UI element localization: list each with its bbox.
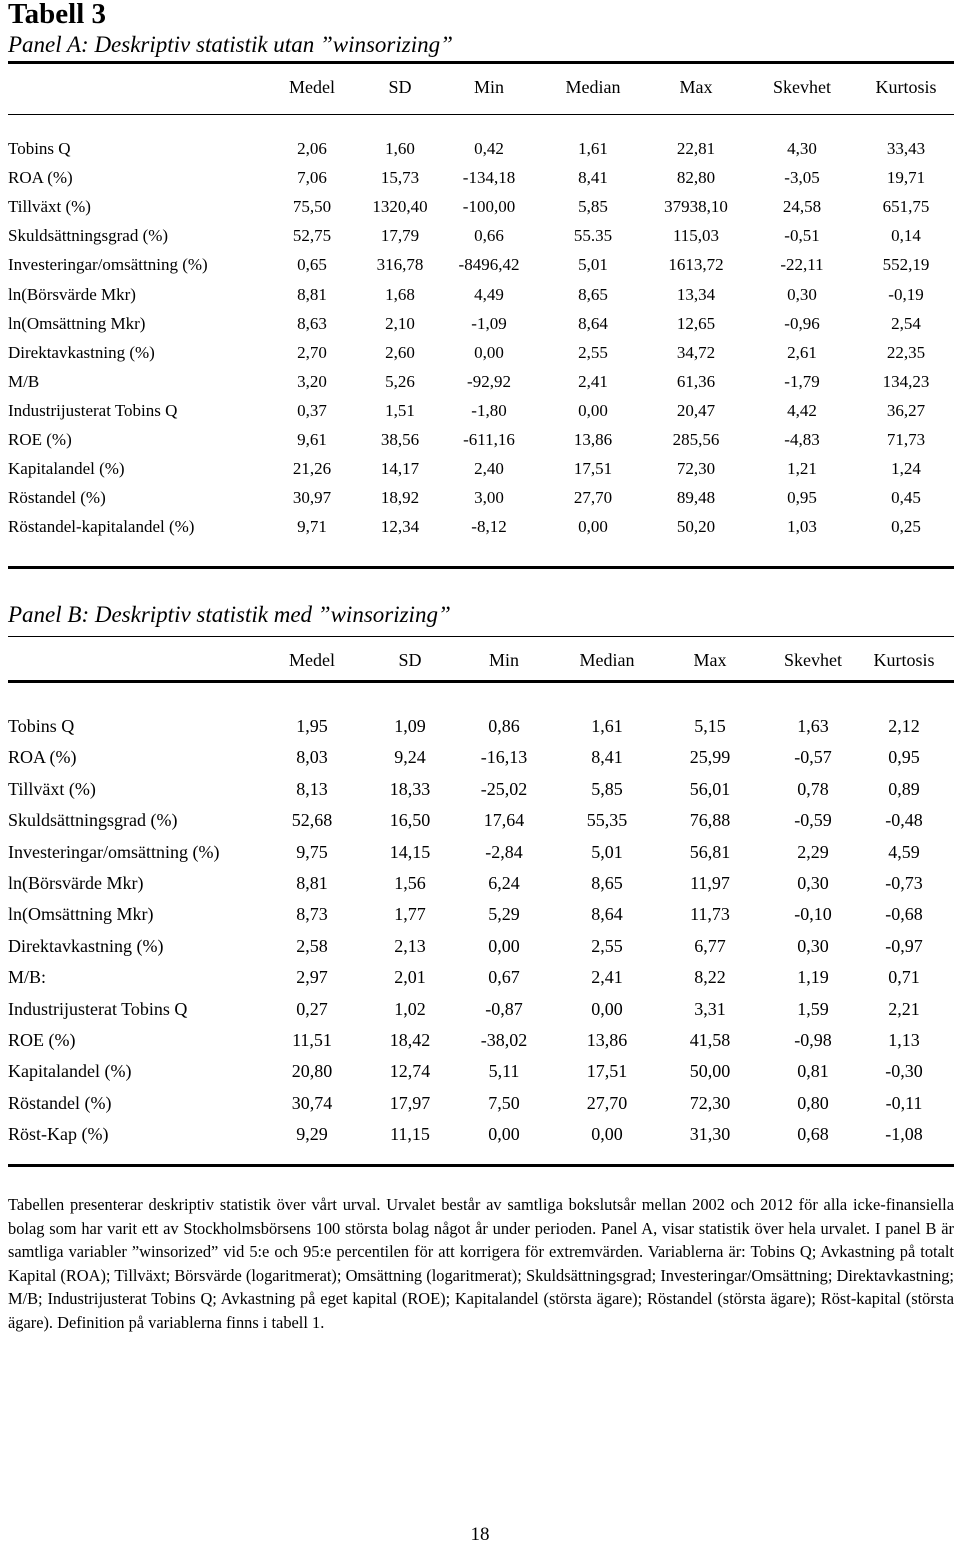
table-cell: 5,15 [694,716,726,736]
row-label: Skuldsättningsgrad (%) [8,226,169,246]
table-cell: 0,14 [891,226,921,246]
table-cell: -22,11 [780,255,824,275]
table-cell: 56,81 [689,841,731,862]
column-header: SD [398,650,422,670]
table-cell: 4,30 [787,139,817,158]
table-cell: 0,89 [888,778,920,799]
table-row [0,964,960,990]
table-cell: 3,20 [297,371,327,391]
table-cell: 1,19 [797,967,829,988]
table-row [0,1090,960,1116]
table-cell: 11,73 [690,904,730,925]
table-cell: 0,00 [488,1124,520,1145]
table-cell: 76,88 [689,810,731,831]
table-cell: 1,02 [394,998,426,1019]
table-row [0,839,960,865]
table-cell: 13,86 [586,1030,628,1050]
table-cell: 0,00 [578,400,608,420]
table-cell: 552,19 [882,255,930,275]
table-cell: 22,81 [676,139,716,158]
table-cell: 1,59 [797,998,829,1019]
table-cell: 8,63 [297,313,327,333]
table-cell: 2,21 [888,998,920,1019]
table-cell: -1,79 [784,371,820,391]
row-label: ROE (%) [8,430,72,449]
row-label: Investeringar/omsättning (%) [8,255,208,275]
table-cell: 8,73 [296,904,328,925]
column-header: Median [565,77,621,97]
table-cell: 52,68 [291,810,333,831]
table-cell: 0,66 [474,226,504,246]
table-cell: 2,41 [591,967,623,988]
table-cell: -0,57 [794,747,832,768]
table-cell: 5,29 [488,904,520,925]
table-cell: -100,00 [462,197,516,217]
table-cell: -8496,42 [458,255,520,275]
table-cell: -1,08 [885,1124,923,1145]
table-cell: 115,03 [672,226,720,246]
table-cell: 27,70 [573,488,613,508]
table-cell: 2,01 [394,967,426,988]
table-cell: 17,51 [586,1061,628,1082]
table-row [0,744,960,770]
table-cell: 56,01 [689,778,731,799]
table-cell: -0,51 [784,226,820,246]
table-cell: -2,84 [485,841,523,862]
table-cell: 82,80 [676,168,716,188]
table-cell: -3,05 [784,168,820,188]
table-cell: 6,77 [694,935,726,956]
row-label: M/B: [8,967,47,988]
table-footnote: Tabellen presenterar deskriptiv statistik över vårt urval. Urvalet består av samtliga bokslutsår mellan 2002 och 2012 för alla icke-finansiella bolag som har varit ett av Stockholmsbörsens 100 största bolag något år under perioden. Panel A, visar statistik över hela urvalet. I panel B är samtliga variabler ”winsorized” vid 5:e och 95:e percentilen för att korrigera för extremvärden. Variablerna är: Tobins Q; Avkastning på totalt Kapital (ROA); Tillväxt; Börsvärde (logaritmerat); Omsättning (logaritmerat); Skuldsättningsgrad; Investeringar/Omsättning; Direktavkastning; M/B; Industrijusterat Tobins Q; Avkastning på eget kapital (ROE); Kapitalandel (största ägare); Röstandel (största ägare); Röst-kapital (största ägare). Definition på variablerna finns i tabell 1. [8,1195,954,1332]
table-cell: 8,81 [296,873,328,893]
row-label: Tillväxt (%) [8,197,91,217]
table-cell: 0,78 [797,778,829,799]
table-cell: 2,41 [578,371,608,391]
table-cell: 2,60 [385,342,415,362]
table-row [0,776,960,802]
row-label: Tillväxt (%) [8,778,96,799]
table-cell: 30,74 [291,1092,333,1113]
row-label: Kapitalandel (%) [8,459,125,479]
table-cell: 0,30 [797,873,829,893]
table-cell: 8,41 [591,747,623,768]
table-cell: 5,85 [591,778,623,799]
table-cell: -92,92 [467,371,511,391]
column-header: Min [488,650,519,670]
table-cell: 31,30 [689,1124,731,1145]
table-cell: 1613,72 [668,255,724,275]
row-label: ln(Börsvärde Mkr) [8,284,136,304]
table-cell: 7,50 [488,1092,520,1113]
column-header: Max [693,650,727,670]
row-label: ln(Omsättning Mkr) [8,904,154,925]
table-cell: -0,30 [885,1061,923,1082]
table-cell: 2,40 [474,459,504,479]
column-header: Median [579,650,635,670]
table-cell: 0,42 [474,139,504,158]
table-row [0,1027,960,1053]
table-cell: 15,73 [380,168,420,188]
table-cell: 2,61 [787,342,817,362]
table-cell: -0,19 [888,284,924,304]
table-cell: -0,48 [885,810,923,831]
table-cell: 1,09 [394,716,426,736]
table-cell: -1,80 [471,400,507,420]
table-cell: 2,12 [888,716,920,736]
table-cell: -0,97 [885,935,923,956]
table-cell: 0,95 [787,488,817,508]
table-cell: 89,48 [676,488,716,508]
table-cell: 30,97 [292,488,332,508]
table-cell: 0,25 [891,517,921,537]
row-label: ln(Omsättning Mkr) [8,313,146,333]
table-cell: 0,00 [591,998,623,1019]
table-row [0,996,960,1022]
table-cell: 0,30 [787,284,817,304]
table-cell: 34,72 [676,342,716,362]
table-cell: 5,11 [488,1061,520,1082]
table-cell: 1,56 [394,873,426,893]
table-cell: 4,59 [888,841,920,862]
row-label: ROA (%) [8,168,73,188]
table-cell: 1,51 [385,400,415,420]
table-cell: 1,63 [797,716,829,736]
table-cell: 0,68 [797,1124,829,1145]
table-cell: 8,64 [591,904,623,925]
table-cell: -38,02 [480,1030,528,1050]
column-header: SD [388,77,412,97]
table-cell: 8,22 [694,967,726,988]
table-cell: 0,00 [591,1124,623,1145]
table-cell: 6,24 [488,873,520,893]
table-cell: 0,00 [474,342,504,362]
table-cell: 0,86 [488,716,520,736]
table-cell: 55,35 [586,810,628,831]
column-header: Kurtosis [875,77,937,97]
table-cell: 18,42 [389,1030,431,1050]
panel-b-title: Panel B: Deskriptiv statistik med ”winsorizing” [8,602,451,627]
table-cell: 50,00 [689,1061,731,1082]
table-cell: 13,34 [676,284,716,304]
row-label: ROA (%) [8,747,77,768]
table-cell: 8,65 [578,284,608,304]
row-label: ln(Börsvärde Mkr) [8,873,144,893]
table-cell: 13,86 [573,430,613,449]
table-cell: 21,26 [292,459,332,479]
row-label: Skuldsättningsgrad (%) [8,810,178,831]
table-cell: 2,10 [385,313,415,333]
table-cell: 0,67 [488,967,520,988]
table-row [0,870,960,896]
table-cell: 9,71 [297,517,327,537]
table-cell: 4,42 [787,400,817,420]
row-label: Röstandel (%) [8,488,106,508]
table-cell: -8,12 [471,517,507,537]
table-cell: -0,98 [794,1030,832,1050]
panel-a-title: Panel A: Deskriptiv statistik utan ”winsorizing” [8,32,453,57]
table-cell: 55.35 [573,226,613,246]
table-cell: 7,06 [297,168,327,188]
table-cell: -0,73 [885,873,923,893]
table-cell: 5,01 [591,841,623,862]
panel-b-header-row [0,647,960,673]
table-cell: 36,27 [886,400,926,420]
table-cell: 1320,40 [372,197,428,217]
table-cell: 0,00 [578,517,608,537]
column-header: Medel [289,650,335,670]
table-cell: 16,50 [389,810,431,831]
table-cell: 52,75 [292,226,332,246]
table-cell: 41,58 [689,1030,731,1050]
row-label: M/B [8,371,40,391]
table-cell: 33,43 [886,139,926,158]
table-cell: 14,17 [380,459,420,479]
table-cell: 2,06 [297,139,327,158]
table-cell: 1,60 [385,139,415,158]
table-cell: 17,51 [573,459,613,479]
table-cell: -134,18 [462,168,516,188]
column-header: Min [473,77,504,97]
table-cell: 27,70 [586,1092,628,1113]
table-cell: 0,65 [297,255,327,275]
table-cell: 2,29 [797,841,829,862]
table-cell: 0,00 [488,935,520,956]
table-cell: 11,97 [690,873,730,893]
table-cell: 12,34 [380,517,420,537]
row-label: Industrijusterat Tobins Q [8,400,178,420]
table-cell: 71,73 [886,430,926,449]
panel-b-header-rule [8,680,954,683]
table-cell: 0,30 [797,935,829,956]
table-cell: -0,11 [885,1092,923,1113]
table-cell: 20,47 [676,400,716,420]
table-cell: 8,41 [578,168,608,188]
row-label: Röstandel (%) [8,1092,112,1113]
table-row [0,901,960,927]
table-cell: 9,29 [296,1124,328,1145]
table-cell: 61,36 [676,371,716,391]
table-cell: 1,61 [591,716,623,736]
table-cell: 9,61 [297,430,327,449]
table-cell: 316,78 [376,255,424,275]
table-cell: 0,45 [891,488,921,508]
table-cell: -0,68 [885,904,923,925]
table-row [0,1058,960,1084]
table-cell: 17,79 [380,226,420,246]
table-cell: 9,24 [394,747,426,768]
table-cell: 12,65 [676,313,716,333]
table-cell: 4,49 [474,284,504,304]
table-cell: 1,95 [296,716,328,736]
row-label: Industrijusterat Tobins Q [8,998,188,1019]
column-header: Medel [289,77,335,97]
table-cell: 0,81 [797,1061,829,1082]
row-label: Direktavkastning (%) [8,342,155,362]
table-cell: 2,55 [591,935,623,956]
table-cell: 5,26 [385,371,415,391]
row-label: Tobins Q [8,139,71,158]
table-title: Tabell 3 [8,0,107,30]
table-cell: 2,55 [578,342,608,362]
table-cell: -611,16 [463,430,515,449]
table-cell: 1,24 [891,459,921,479]
table-cell: 1,68 [385,284,415,304]
table-cell: 651,75 [882,197,930,217]
table-cell: 1,77 [394,904,426,925]
table-row [0,933,960,959]
table-cell: 3,00 [474,488,504,508]
table-cell: 17,97 [389,1092,431,1113]
column-header: Skevhet [773,77,831,97]
table-cell: 25,99 [689,747,731,768]
table-cell: 2,58 [296,935,328,956]
table-cell: 9,75 [296,841,328,862]
table-cell: 1,21 [787,459,817,479]
table-cell: 24,58 [782,197,822,217]
row-label: Röstandel-kapitalandel (%) [8,517,195,537]
table-cell: 1,03 [787,517,817,537]
table-cell: 1,13 [888,1030,920,1050]
table-cell: 3,31 [694,998,726,1019]
row-label: Investeringar/omsättning (%) [8,841,220,862]
table-cell: 5,01 [578,255,608,275]
table-cell: 0,37 [297,400,327,420]
table-cell: 2,13 [394,935,426,956]
table-cell: 285,56 [672,430,720,449]
table-cell: -25,02 [480,778,528,799]
table-cell: -0,96 [784,313,820,333]
table-row [0,713,960,739]
row-label: Röst-Kap (%) [8,1124,109,1145]
table-cell: 8,64 [578,313,608,333]
table-cell: 2,70 [297,342,327,362]
table-cell: -1,09 [471,313,507,333]
table-cell: 2,97 [296,967,328,988]
table-cell: 18,92 [380,488,420,508]
table-cell: -4,83 [784,430,820,449]
table-cell: 8,13 [296,778,328,799]
column-header: Skevhet [784,650,842,670]
page-number: 18 [470,1524,490,1545]
table-cell: -0,59 [794,810,832,831]
table-cell: 0,95 [888,747,920,768]
table-cell: 14,15 [389,841,431,862]
table-cell: 19,71 [886,168,926,188]
table-cell: 11,15 [390,1124,430,1145]
table-cell: 8,03 [296,747,328,768]
row-label: ROE (%) [8,1030,76,1050]
table-cell: 2,54 [891,313,921,333]
table-cell: 0,80 [797,1092,829,1113]
table-cell: 37938,10 [664,197,728,217]
table-cell: 17,64 [483,810,525,831]
column-header: Max [679,77,713,97]
table-cell: 38,56 [380,430,420,449]
row-label: Direktavkastning (%) [8,935,164,956]
row-label: Tobins Q [8,716,75,736]
table-row [0,1121,960,1147]
table-cell: 12,74 [389,1061,431,1082]
table-cell: 72,30 [689,1092,731,1113]
table-cell: 11,51 [292,1030,332,1050]
table-cell: 18,33 [389,778,431,799]
table-cell: 20,80 [291,1061,333,1082]
row-label: Kapitalandel (%) [8,1061,132,1082]
column-header: Kurtosis [873,650,935,670]
table-cell: 8,81 [297,284,327,304]
table-cell: 22,35 [886,342,926,362]
table-cell: 1,61 [578,139,608,158]
table-cell: 134,23 [882,371,930,391]
table-cell: -16,13 [480,747,528,768]
table-cell: -0,87 [485,998,523,1019]
table-cell: 72,30 [676,459,716,479]
panel-b-bottom-rule [8,1164,954,1167]
table-cell: 8,65 [591,873,623,893]
table-cell: 0,71 [888,967,920,988]
table-cell: 5,85 [578,197,608,217]
table-cell: 75,50 [292,197,332,217]
table-cell: -0,10 [794,904,832,925]
table-cell: 0,27 [296,998,328,1019]
table-row [0,807,960,833]
table-cell: 50,20 [676,517,716,537]
